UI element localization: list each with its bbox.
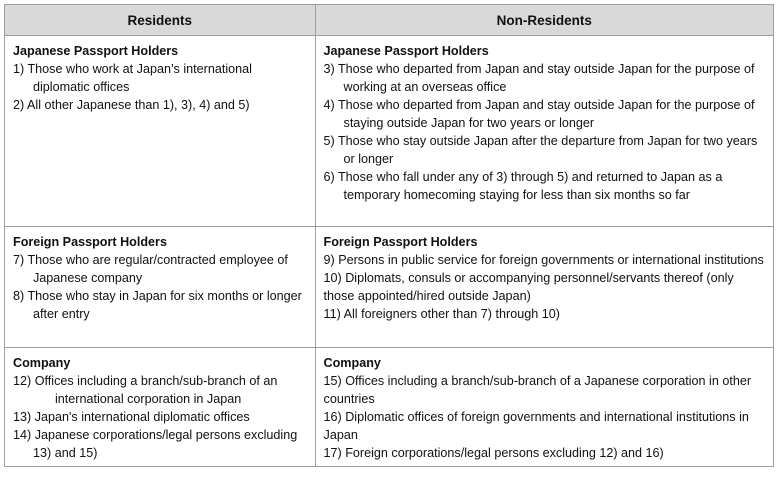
list-item: 16) Diplomatic offices of foreign governments and international institutions in Japan [323, 410, 749, 442]
list-item: 10) Diplomats, consuls or accompanying personnel/servants thereof (only those appointed/hired outside Japan) [323, 271, 734, 303]
list-item: 9) Persons in public service for foreign governments or international institutions [323, 253, 764, 267]
cell-residents-japanese [5, 36, 316, 227]
cell-non-residents-company [315, 348, 773, 467]
cell-non-residents-japanese [315, 36, 773, 227]
row-japanese-passport-holders [5, 36, 774, 227]
header-non-residents: Non-Residents [315, 5, 773, 36]
cell-heading: Company [323, 356, 381, 370]
residency-table-container [4, 4, 774, 467]
list-item: 7) Those who are regular/contracted employee of Japanese company [13, 253, 288, 285]
list-item: 5) Those who stay outside Japan after the departure from Japan for two years or longer [323, 134, 758, 166]
list-item: 6) Those who fall under any of 3) through 5) and returned to Japan as a temporary homecoming staying for less than six months so far [323, 170, 723, 202]
list-item: 8) Those who stay in Japan for six months or longer after entry [13, 289, 302, 321]
list-item: 14) Japanese corporations/legal persons excluding 13) and 15) [13, 428, 298, 460]
cell-residents-company [5, 348, 316, 467]
list-item: 4) Those who departed from Japan and stay outside Japan for the purpose of staying outside Japan for two years or longer [323, 98, 755, 130]
header-row [5, 5, 774, 36]
row-company [5, 348, 774, 467]
cell-heading: Japanese Passport Holders [323, 44, 489, 58]
row-foreign-passport-holders [5, 227, 774, 348]
cell-heading: Japanese Passport Holders [13, 44, 179, 58]
list-item: 13) Japan's international diplomatic offices [13, 410, 250, 424]
list-item: 11) All foreigners other than 7) through 10) [323, 307, 560, 321]
cell-residents-foreign [5, 227, 316, 348]
header-residents: Residents [5, 5, 316, 36]
list-item: 2) All other Japanese than 1), 3), 4) and 5) [13, 98, 250, 112]
list-item: 15) Offices including a branch/sub-branch of a Japanese corporation in other countries [323, 374, 752, 406]
list-item: 1) Those who work at Japan’s international diplomatic offices [13, 62, 252, 94]
cell-heading: Foreign Passport Holders [323, 235, 478, 249]
cell-heading: Company [13, 356, 71, 370]
residency-classification-table [4, 4, 774, 467]
list-item: 17) Foreign corporations/legal persons excluding 12) and 16) [323, 446, 664, 460]
list-item: 12) Offices including a branch/sub-branch of an international corporation in Japan [13, 374, 278, 406]
list-item: 3) Those who departed from Japan and stay outside Japan for the purpose of working at an overseas office [323, 62, 755, 94]
cell-heading: Foreign Passport Holders [13, 235, 167, 249]
cell-non-residents-foreign [315, 227, 773, 348]
